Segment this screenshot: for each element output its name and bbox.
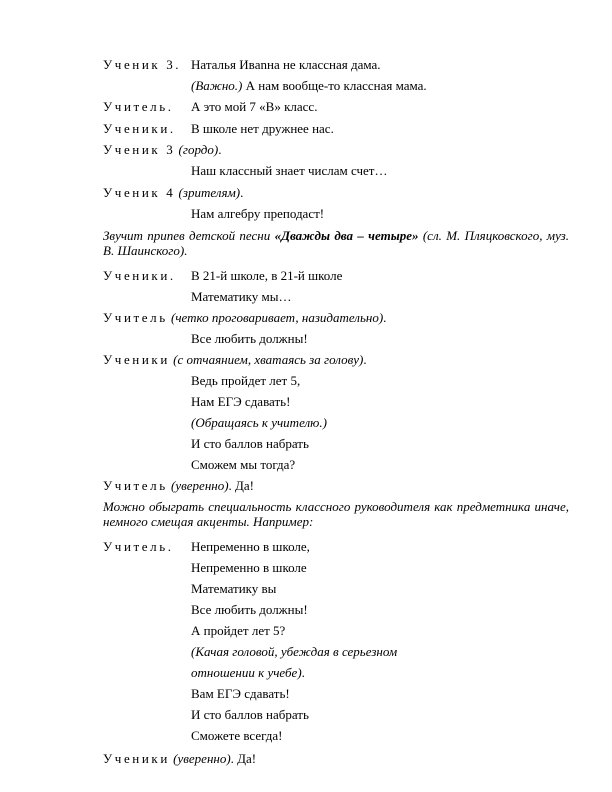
- stage-direction: (с отчаянием, хватаясь за голову): [169, 352, 364, 367]
- stage-direction: (уверенно): [169, 751, 231, 766]
- line-4-text: В школе нет дружнее нас.: [191, 121, 334, 136]
- speaker-label: Учитель: [103, 478, 168, 493]
- line-text: А нам вообще-то классная мама.: [242, 78, 427, 93]
- line-3-text: А это мой 7 «В» класс.: [191, 99, 318, 114]
- speaker-label: Ученик 3.: [103, 57, 182, 72]
- stage-direction: (зрителям): [175, 185, 241, 200]
- line-30: [103, 751, 256, 766]
- speaker-label: Ученики: [103, 751, 170, 766]
- line-2: [191, 78, 427, 93]
- line-tail: .: [363, 352, 367, 367]
- speaker-label: Ученик 4: [103, 185, 176, 200]
- line-21: Непременно в школе: [191, 560, 307, 575]
- line-11: [103, 310, 386, 325]
- line-3: [103, 99, 174, 114]
- line-23: Все любить должны!: [191, 602, 308, 617]
- line-14: Ведь пройдет лет 5,: [191, 373, 301, 388]
- stage-paragraph-1: [103, 228, 569, 258]
- line-4: [103, 121, 176, 136]
- line-10: Математику мы…: [191, 289, 292, 304]
- line-12: Все любить должны!: [191, 331, 308, 346]
- line-1-text: Наталья Ивanна не классная дама.: [191, 57, 381, 72]
- line-24: А пройдет лет 5?: [191, 623, 286, 638]
- line-27: Вам ЕГЭ сдавать!: [191, 686, 290, 701]
- line-tail: . Да!: [228, 478, 255, 493]
- line-18: Сможем мы тогда?: [191, 457, 296, 472]
- stage-paragraph-2: Можно обыграть специальность классного руководителя как предметника иначе, немного смещая акценты. Например:: [103, 499, 569, 529]
- stage-direction: отношении к учебе): [191, 665, 302, 680]
- line-tail: .: [383, 310, 387, 325]
- line-tail: .: [218, 142, 222, 157]
- speaker-label: Ученики: [103, 352, 170, 367]
- stage-direction: (четко проговаривает, назидательно): [167, 310, 384, 325]
- stage-direction: (Важно.): [191, 78, 243, 93]
- line-tail: . Да!: [230, 751, 257, 766]
- line-25: (Качая головой, убеждая в серьезном: [191, 644, 398, 659]
- line-5: [103, 142, 221, 157]
- line-9-text: В 21-й школе, в 21-й школе: [191, 268, 343, 283]
- line-9: [103, 268, 176, 283]
- line-tail: .: [240, 185, 244, 200]
- line-13: [103, 352, 367, 367]
- paragraph-text-end: (сл. М. Пляцковского, муз. В. Шаинского).: [103, 228, 569, 258]
- line-22: Математику вы: [191, 581, 277, 596]
- line-1: [103, 57, 181, 72]
- line-28: И сто баллов набрать: [191, 707, 309, 722]
- line-6: Наш классный знает числам счет…: [191, 163, 388, 178]
- song-title: «Дважды два – четыре»: [274, 228, 419, 243]
- stage-direction: (гордо): [175, 142, 219, 157]
- speaker-label: Ученики.: [103, 268, 176, 283]
- paragraph-text: Звучит припев детской песни: [103, 228, 275, 243]
- speaker-label: Ученик 3: [103, 142, 176, 157]
- speaker-label: Учитель.: [103, 539, 174, 554]
- stage-direction: (уверенно): [167, 478, 229, 493]
- line-15: Нам ЕГЭ сдавать!: [191, 394, 291, 409]
- line-26: [191, 665, 305, 680]
- line-20-text: Непременно в школе,: [191, 539, 310, 554]
- speaker-label: Учитель.: [103, 99, 174, 114]
- line-29: Сможете всегда!: [191, 728, 283, 743]
- speaker-label: Учитель: [103, 310, 168, 325]
- line-20: [103, 539, 174, 554]
- line-17: И сто баллов набрать: [191, 436, 309, 451]
- speaker-label: Ученики.: [103, 121, 176, 136]
- line-16: (Обращаясь к учителю.): [191, 415, 327, 430]
- line-8: Нам алгебру преподаст!: [191, 206, 325, 221]
- line-19: [103, 478, 254, 493]
- line-7: [103, 185, 243, 200]
- line-tail: .: [301, 665, 305, 680]
